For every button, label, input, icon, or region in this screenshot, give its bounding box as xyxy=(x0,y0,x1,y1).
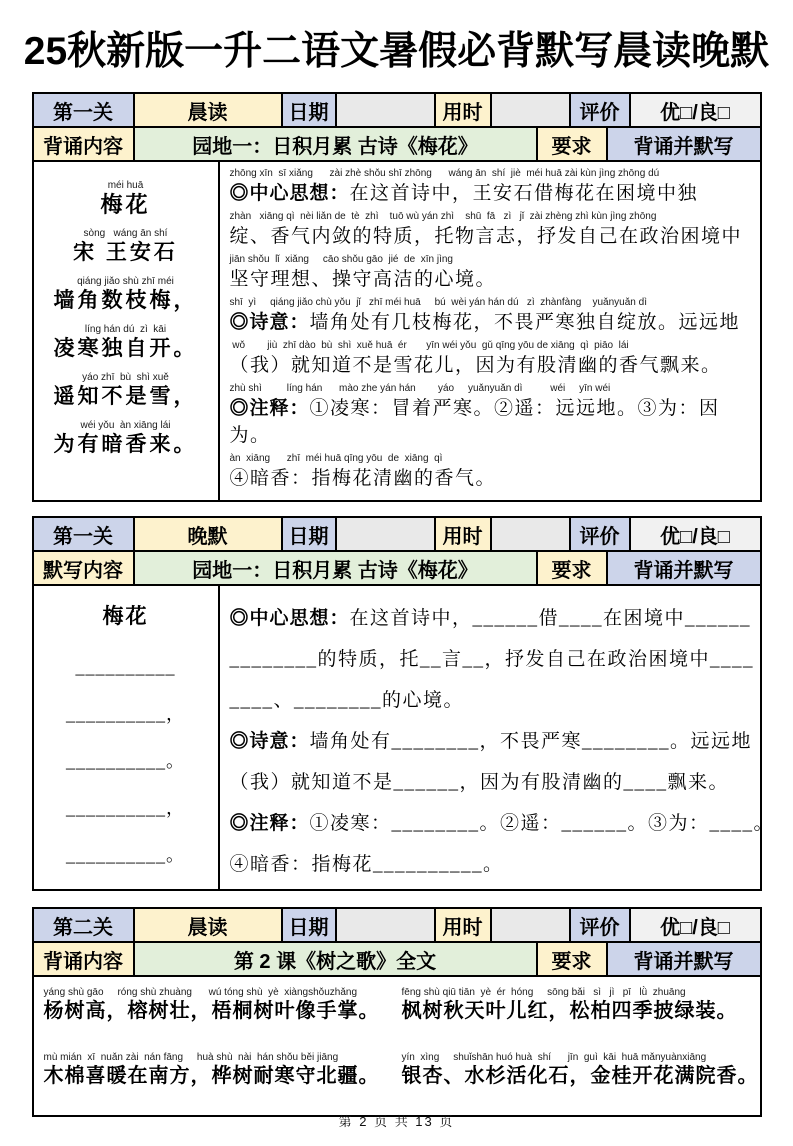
header-row-1 xyxy=(34,94,760,128)
blank-line: __________， xyxy=(66,704,185,724)
note-line: wǒ jiù zhī dào bù shì xuě huā ér yīn wéi yǒu gǔ qīng yōu de xiāng qì piāo lái （我）就知道不是雪花儿，因为有股清幽的香气飘来。 xyxy=(229,340,722,376)
table-body xyxy=(34,586,775,889)
duration-label-cell: 用时 xyxy=(436,94,492,128)
duration-value-cell xyxy=(492,94,571,128)
requirement-value-cell: 背诵并默写 xyxy=(608,943,760,977)
date-value-cell xyxy=(337,94,436,128)
note-line: shī yì qiáng jiǎo chù yǒu jǐ zhī méi huā bú wèi yán hán dú zì zhànfàng yuǎnyuǎn dì ◎诗意：墙角处有几枝梅花，不畏严寒独自绽放。远远地 xyxy=(229,297,741,333)
date-label-cell: 日期 xyxy=(283,518,337,552)
header-row-1 xyxy=(34,518,760,552)
poem-title: méi huā 梅花 xyxy=(100,180,151,217)
content-label-cell: 背诵内容 xyxy=(34,943,135,977)
poem-line: líng hán dú zì kāi 凌寒独自开。 xyxy=(53,324,198,360)
duration-value-cell xyxy=(492,909,571,943)
requirement-label-cell: 要求 xyxy=(538,552,608,586)
note-line: zhù shì líng hán mào zhe yán hán yáo yuǎnyuǎn dì wéi yīn wéi ◎注释：①凌寒：冒着严寒。②遥：远远地。③为：因为。 xyxy=(229,383,720,446)
dictation-notes-column xyxy=(220,586,783,889)
fill-line: ◎注释：①凌寒：________。②遥：______。③为：____。 xyxy=(229,813,775,834)
blank-line: __________ xyxy=(75,657,176,677)
poem-line: wéi yǒu àn xiāng lái 为有暗香来。 xyxy=(53,420,198,456)
evaluation-label-cell: 评价 xyxy=(571,909,631,943)
fill-line: ________的特质，托__言__，抒发自己在政治困境中____ xyxy=(229,649,755,670)
note-line: zhōng xīn sī xiǎng zài zhè shǒu shī zhōng wáng ān shí jiè méi huā zài kùn jìng zhōng dú ◎中心思想：在这首诗中，王安石借梅花在困境中独 xyxy=(229,168,699,204)
grade-options-cell: 优□/良□ xyxy=(631,909,760,943)
table-body xyxy=(34,977,760,1115)
session-cell: 晨读 xyxy=(135,909,283,943)
evaluation-label-cell: 评价 xyxy=(571,94,631,128)
table-stage1-evening xyxy=(32,516,775,891)
fill-line: （我）就知道不是______，因为有股清幽的____飘来。 xyxy=(229,772,730,793)
requirement-label-cell: 要求 xyxy=(538,943,608,977)
page-title: 25秋新版一升二语文暑假必背默写晨读晚默 xyxy=(23,30,770,73)
notes-column xyxy=(220,162,760,500)
stage-cell: 第一关 xyxy=(34,94,135,128)
poem-author: sòng wáng ān shí 宋 王安石 xyxy=(73,228,178,264)
header-row-2 xyxy=(34,943,760,977)
song-line: yáng shù gāo róng shù zhuàng wú tóng shù yè xiàngshǒuzhǎng 杨树高，榕树壮，梧桐树叶像手掌。 xyxy=(43,987,380,1022)
header-row-2 xyxy=(34,128,760,162)
note-line: àn xiāng zhī méi huā qīng yōu de xiāng qì ④暗香：指梅花清幽的香气。 xyxy=(229,453,497,489)
stage-cell: 第一关 xyxy=(34,518,135,552)
table-body xyxy=(34,162,760,500)
dictation-poem-column xyxy=(34,586,220,889)
session-cell: 晚默 xyxy=(135,518,283,552)
duration-label-cell: 用时 xyxy=(436,909,492,943)
note-line: jiān shǒu lǐ xiǎng cāo shǒu gāo jié de xīn jìng 坚守理想、操守高洁的心境。 xyxy=(229,254,497,290)
content-label-cell: 背诵内容 xyxy=(34,128,135,162)
table-stage2-morning xyxy=(32,907,762,1117)
blank-line: __________。 xyxy=(66,751,185,771)
duration-value-cell xyxy=(492,518,571,552)
song-left-column xyxy=(40,985,398,1119)
content-title-cell: 园地一：日积月累 古诗《梅花》 xyxy=(135,128,538,162)
blank-line: __________。 xyxy=(66,845,185,865)
content-title-cell: 园地一：日积月累 古诗《梅花》 xyxy=(135,552,538,586)
fill-line: ◎中心思想：在这首诗中，______借____在困境中______ xyxy=(229,608,752,629)
evaluation-label-cell: 评价 xyxy=(571,518,631,552)
grade-options-cell: 优□/良□ xyxy=(631,94,760,128)
poem-title: 梅花 xyxy=(102,605,149,628)
content-label-cell: 默写内容 xyxy=(34,552,135,586)
note-line: zhàn xiāng qì nèi liǎn de tè zhì tuō wù yán zhì shū fā zì jǐ zài zhèng zhì kùn jìng zhōng 绽、香气内敛的特质，托物言志，抒发自己在政治困境中 xyxy=(229,211,743,247)
blank-line: __________， xyxy=(66,798,185,818)
requirement-label-cell: 要求 xyxy=(538,128,608,162)
header-row-1 xyxy=(34,909,760,943)
fill-line: ____、________的心境。 xyxy=(229,690,465,711)
song-right-column xyxy=(398,985,759,1119)
poem-line: qiáng jiǎo shù zhī méi 墙角数枝梅， xyxy=(53,276,198,312)
table-stage1-morning xyxy=(32,92,762,502)
date-label-cell: 日期 xyxy=(283,94,337,128)
poem-line: yáo zhī bù shì xuě 遥知不是雪， xyxy=(53,372,198,408)
stage-cell: 第二关 xyxy=(34,909,135,943)
content-title-cell: 第 2 课《树之歌》全文 xyxy=(135,943,538,977)
fill-line: ◎诗意：墙角处有________，不畏严寒________。远远地 xyxy=(229,731,753,752)
fill-line: ④暗香：指梅花__________。 xyxy=(229,854,504,875)
date-value-cell xyxy=(337,909,436,943)
requirement-value-cell: 背诵并默写 xyxy=(608,552,760,586)
song-line: fēng shù qiū tiān yè ér hóng sōng bǎi sì jì pī lǜ zhuāng 枫树秋天叶儿红，松柏四季披绿装。 xyxy=(401,987,738,1022)
date-label-cell: 日期 xyxy=(283,909,337,943)
date-value-cell xyxy=(337,518,436,552)
session-cell: 晨读 xyxy=(135,94,283,128)
header-row-2 xyxy=(34,552,760,586)
song-line: mù mián xī nuǎn zài nán fāng huà shù nài hán shǒu běi jiāng 木棉喜暖在南方，桦树耐寒守北疆。 xyxy=(43,1052,380,1087)
song-line: yín xìng shuǐshān huó huà shí jīn guì kāi huā mǎnyuànxiāng 银杏、水杉活化石，金桂开花满院香。 xyxy=(401,1052,759,1087)
duration-label-cell: 用时 xyxy=(436,518,492,552)
poem-column xyxy=(34,162,220,500)
page-number: 第 2 页 共 13 页 xyxy=(338,1114,455,1129)
requirement-value-cell: 背诵并默写 xyxy=(608,128,760,162)
grade-options-cell: 优□/良□ xyxy=(631,518,760,552)
